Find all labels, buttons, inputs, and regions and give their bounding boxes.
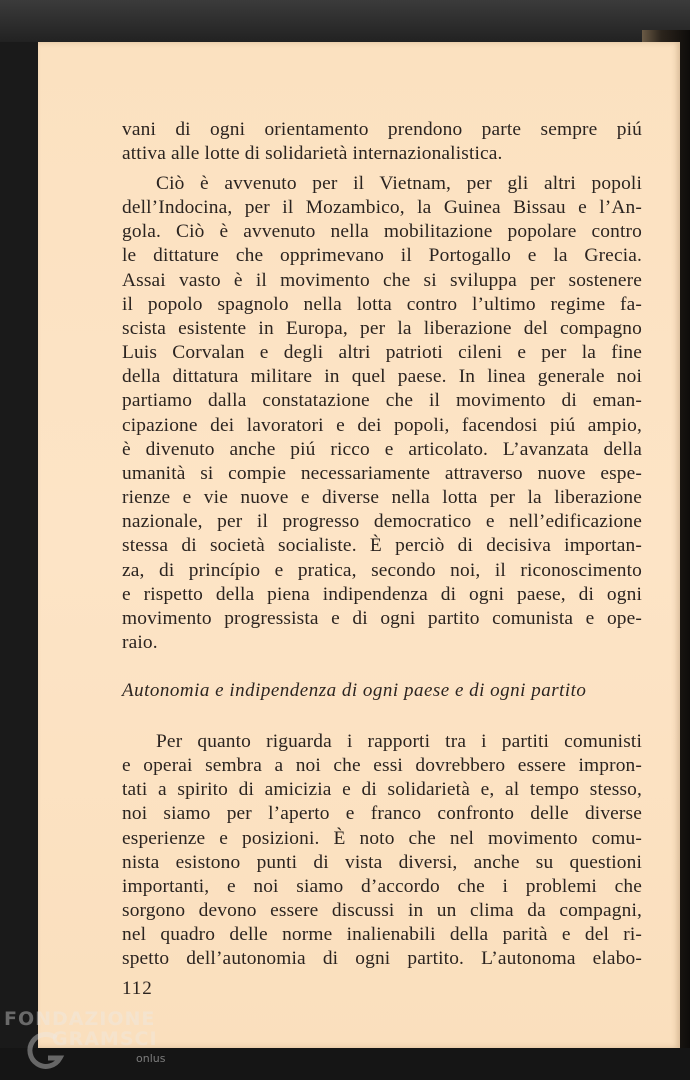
paragraph-3 [122, 730, 642, 972]
page-number: 112 [122, 978, 153, 999]
text-line: della dittatura militare in quel paese. In linea generale noi [122, 366, 642, 388]
text-line: tati a spirito di amicizia e di solidarietà e, al tempo stesso, [122, 779, 642, 801]
text-line: rienze e vie nuove e diverse nella lotta per la liberazione [122, 487, 642, 509]
text-line: esperienze e posizioni. È noto che nel movimento comu- [122, 827, 642, 849]
text-line: il popolo spagnolo nella lotta contro l’ultimo regime fa- [122, 293, 642, 315]
text-line: è divenuto anche piú ricco e articolato. L’avanzata della [122, 438, 642, 460]
text-line: nazionale, per il progresso democratico e nell’edificazione [122, 511, 642, 533]
text-line: nista esistono punti di vista diversi, anche su questioni [122, 851, 642, 873]
text-line: Luis Corvalan e degli altri patrioti cileni e per la fine [122, 342, 642, 364]
text-line: nel quadro delle norme inalienabili della parità e del ri- [122, 924, 642, 946]
text-line: stessa di società socialiste. È perciò di decisiva importan- [122, 535, 642, 557]
text-line: attiva alle lotte di solidarietà internazionalistica. [122, 143, 503, 165]
watermark-line-3: onlus [136, 1052, 166, 1065]
text-line: za, di princípio e pratica, secondo noi, il riconoscimento [122, 559, 642, 581]
text-line: Ciò è avvenuto per il Vietnam, per gli altri popoli [156, 173, 642, 194]
text-line: e rispetto della piena indipendenza di ogni paese, di ogni [122, 583, 642, 605]
text-line: Assai vasto è il movimento che si sviluppa per sostenere [122, 269, 642, 291]
text-line: e operai sembra a noi che essi dovrebbero essere impron- [122, 755, 642, 777]
text-line: partiamo dalla constatazione che il movimento di eman- [122, 390, 642, 412]
text-line: scista esistente in Europa, per la liberazione del compagno [122, 317, 642, 339]
text-line: movimento progressista e di ogni partito comunista e ope- [122, 607, 642, 629]
text-line: gola. Ciò è avvenuto nella mobilitazione popolare contro [122, 221, 642, 243]
watermark-line-2: GRAMSCI [52, 1028, 158, 1050]
text-line: umanità si compie necessariamente attraverso nuove espe- [122, 462, 642, 484]
text-line: noi siamo per l’aperto e franco confronto delle diverse [122, 803, 642, 825]
paragraph-1 [122, 118, 642, 166]
text-line: dell’Indocina, per il Mozambico, la Guinea Bissau e l’An- [122, 197, 642, 219]
text-line: vani di ogni orientamento prendono parte sempre piú [122, 119, 642, 140]
section-heading: Autonomia e indipendenza di ogni paese e di ogni partito [122, 680, 587, 701]
text-line: Per quanto riguarda i rapporti tra i partiti comunisti [156, 731, 642, 752]
fondazione-gramsci-watermark [4, 1002, 204, 1080]
paragraph-2 [122, 172, 642, 655]
text-line: cipazione dei lavoratori e dei popoli, facendosi piú ampio, [122, 414, 642, 436]
text-line: raio. [122, 631, 158, 653]
text-line: spetto dell’autonomia di ogni partito. L’autonoma elabo- [122, 948, 642, 970]
text-line: le dittature che opprimevano il Portogallo e la Grecia. [122, 245, 642, 267]
text-line: sorgono devono essere discussi in un clima da compagni, [122, 900, 642, 922]
watermark-line-1: FONDAZIONE [4, 1008, 156, 1030]
text-line: importanti, e noi siamo d’accordo che i problemi che [122, 875, 642, 897]
scan-top-border [0, 0, 690, 42]
